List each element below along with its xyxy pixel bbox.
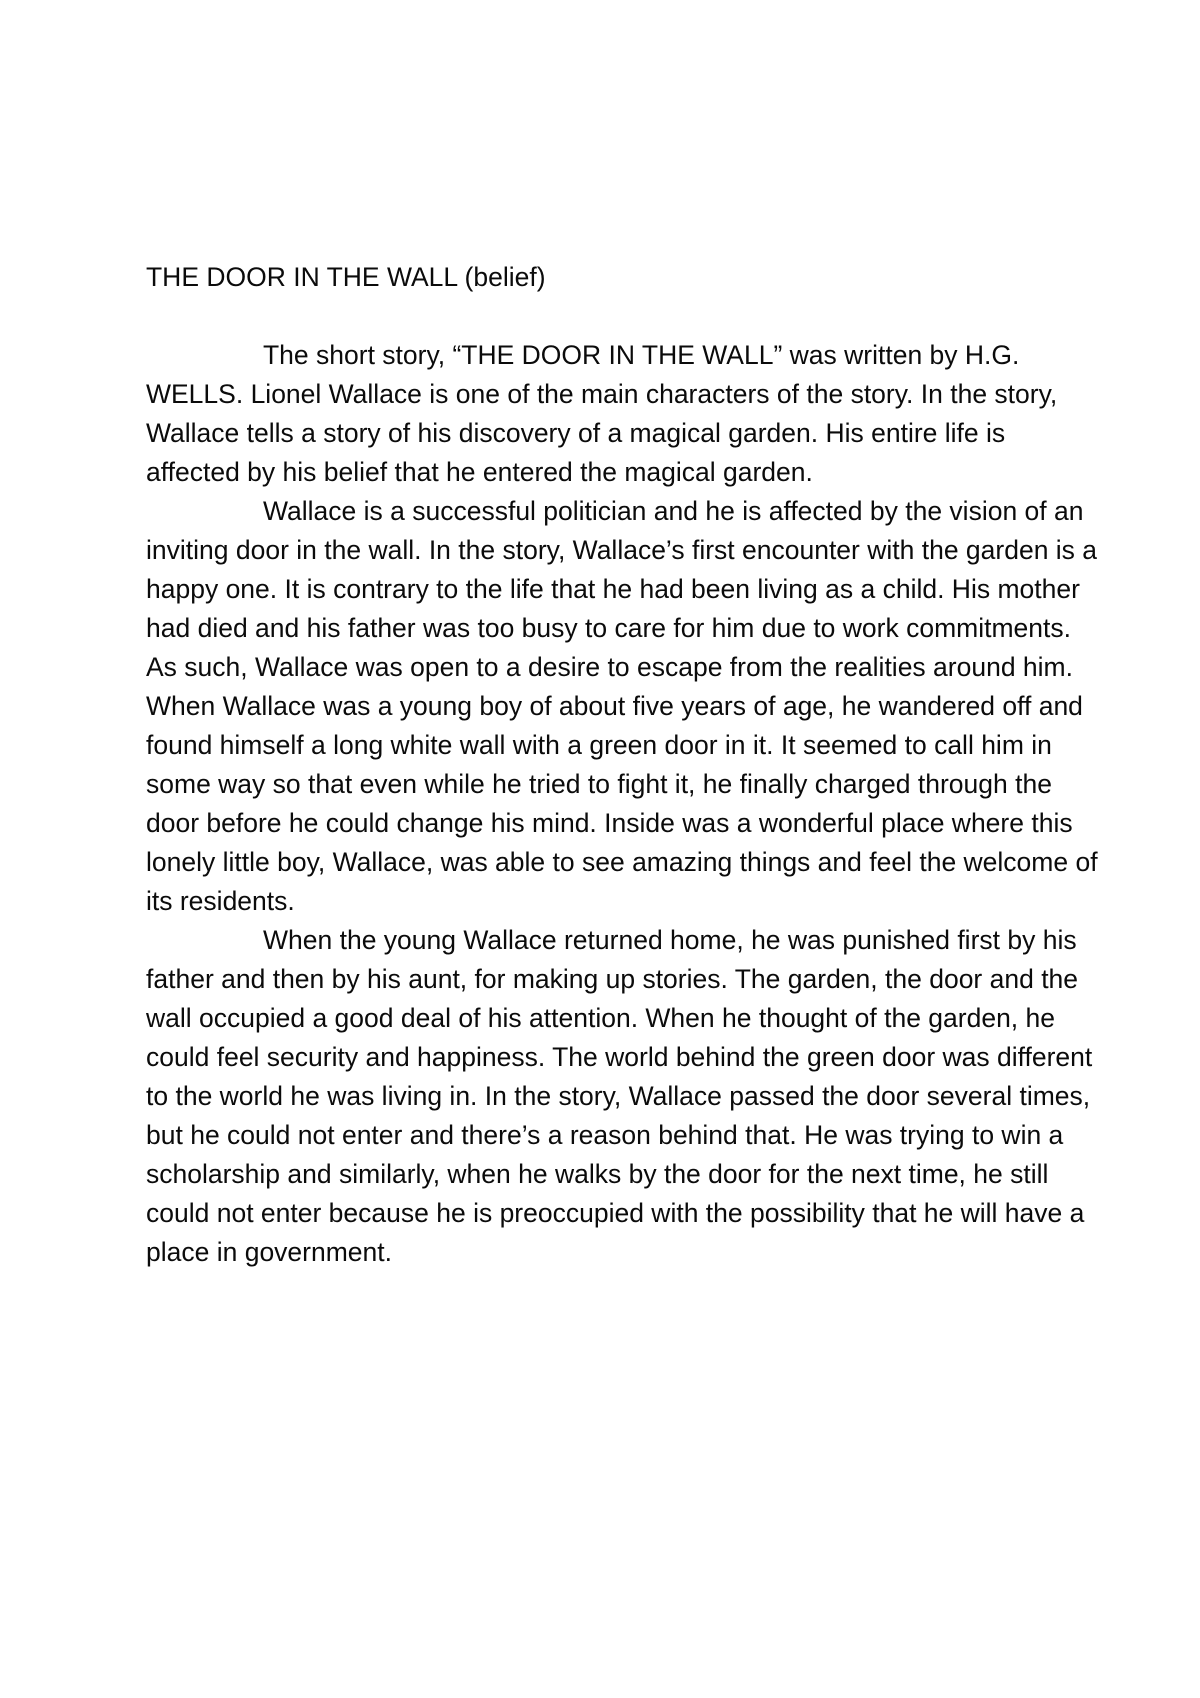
document-title: THE DOOR IN THE WALL (belief): [146, 262, 546, 292]
document-body: [146, 258, 1106, 1272]
paragraph-intro: The short story, “THE DOOR IN THE WALL” was written by H.G. WELLS. Lionel Wallace is one of the main characters of the story. In the story, Wallace tells a story of his discovery of a magical garden. His entire life is affected by his belief that he entered the magical garden.: [146, 340, 1058, 487]
paragraph-return-home: When the young Wallace returned home, he was punished first by his father and then by his aunt, for making up stories. The garden, the door and the wall occupied a good deal of his attention. When he thought of the garden, he could feel security and happiness. The world behind the green door was different to the world he was living in. In the story, Wallace passed the door several times, but he could not enter and there’s a reason behind that. He was trying to win a scholarship and similarly, when he walks by the door for the next time, he still could not enter because he is preoccupied with the possibility that he will have a place in government.: [146, 925, 1093, 1267]
paragraph-first-encounter: Wallace is a successful politician and he is affected by the vision of an inviting door in the wall. In the story, Wallace’s first encounter with the garden is a happy one. It is contrary to the life that he had been living as a child. His mother had died and his father was too busy to care for him due to work commitments. As such, Wallace was open to a desire to escape from the realities around him. When Wallace was a young boy of about five years of age, he wandered off and found himself a long white wall with a green door in it. It seemed to call him in some way so that even while he tried to fight it, he finally charged through the door before he could change his mind. Inside was a wonderful place where this lonely little boy, Wallace, was able to see amazing things and feel the welcome of its residents.: [146, 496, 1098, 916]
